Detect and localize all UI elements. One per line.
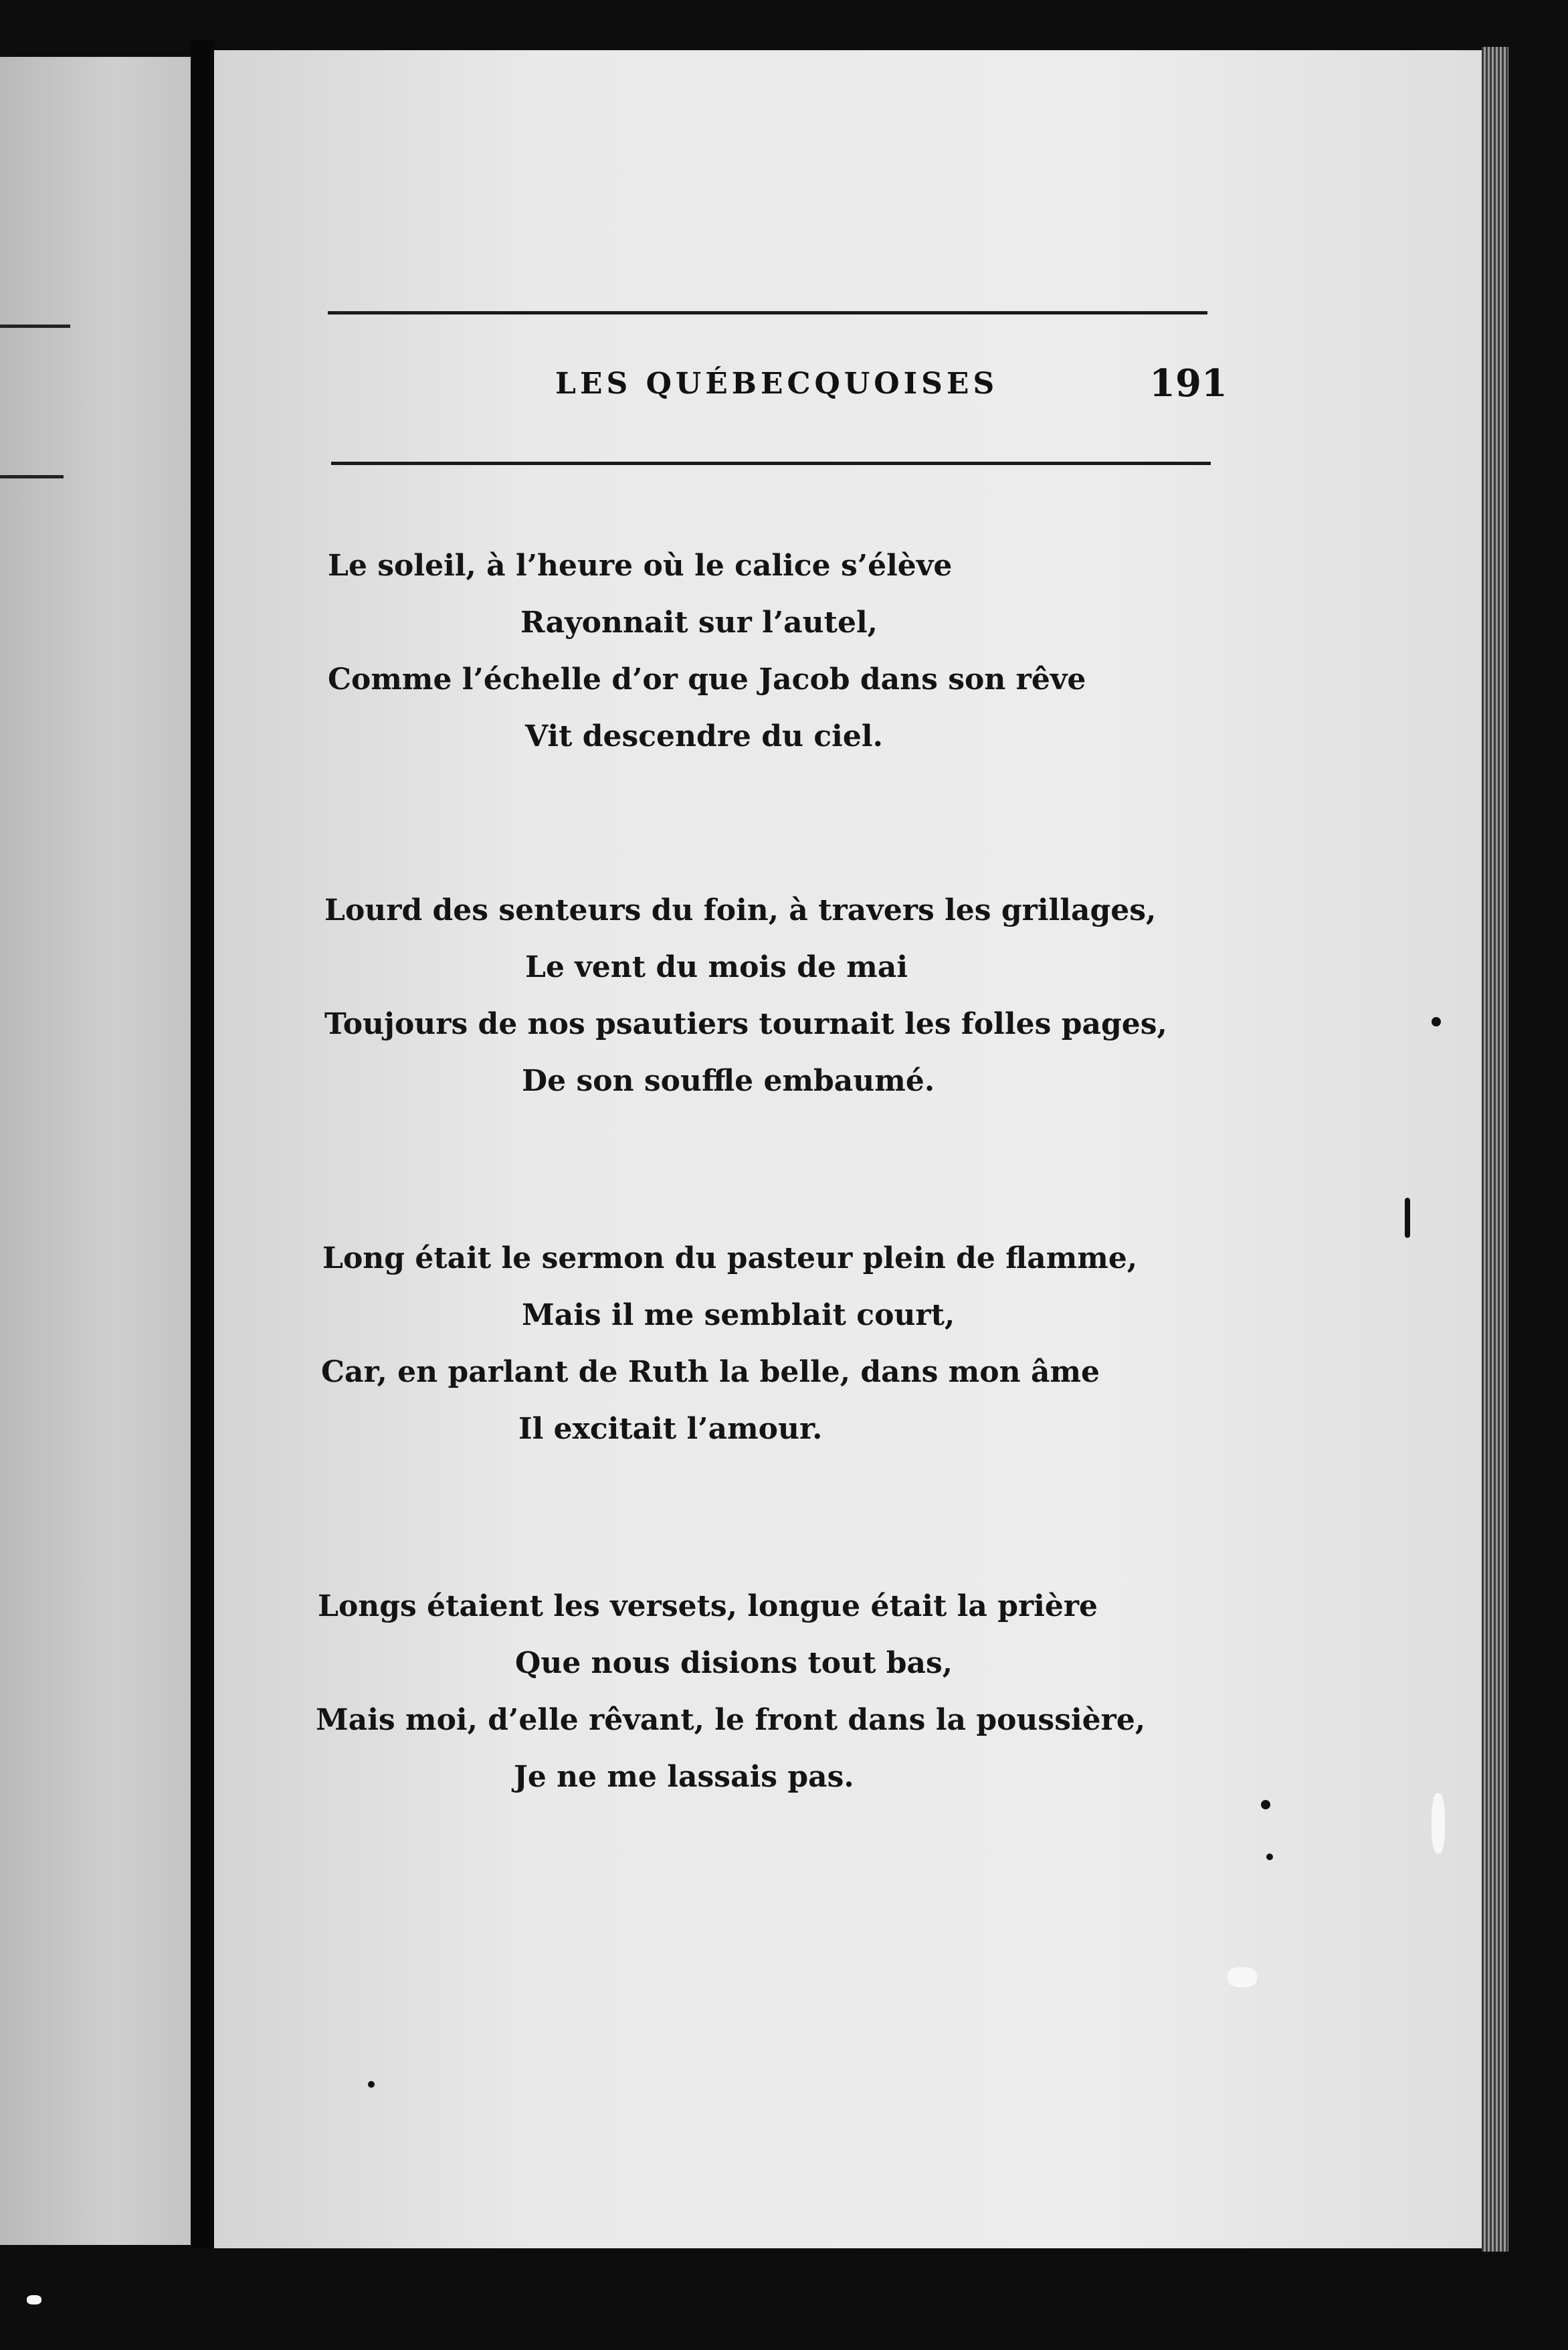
scan-speck (1266, 1854, 1273, 1860)
verse-line: Il excitait l’amour. (518, 1412, 823, 1446)
verse-line: Long était le sermon du pasteur plein de flamme, (322, 1241, 1138, 1275)
verse-line: Je ne me lassais pas. (514, 1760, 854, 1794)
verse-line: Mais moi, d’elle rêvant, le front dans la poussière, (316, 1703, 1146, 1737)
verse-line: Lourd des senteurs du foin, à travers les grillages, (324, 893, 1157, 927)
scan-speck (368, 2081, 375, 2088)
running-title: LES QUÉBECQUOISES (555, 367, 999, 401)
verse-line: Longs étaient les versets, longue était la prière (318, 1589, 1098, 1623)
verse-line: Que nous disions tout bas, (515, 1646, 953, 1680)
scan-speck (1261, 1800, 1270, 1809)
page-number: 191 (1149, 361, 1228, 405)
verse-line: Rayonnait sur l’autel, (520, 606, 878, 640)
scan-speck (27, 2295, 41, 2304)
verse-line: Mais il me semblait court, (522, 1298, 955, 1332)
verse-line: Le soleil, à l’heure où le calice s’élève (328, 549, 953, 583)
scan-speck (1405, 1198, 1410, 1238)
scan-speck (1432, 1793, 1445, 1854)
scan-speck (1228, 1967, 1257, 1987)
verse-line: Comme l’échelle d’or que Jacob dans son rêve (328, 662, 1086, 697)
verse-line: Le vent du mois de mai (525, 950, 908, 984)
verse-line: De son souffle embaumé. (522, 1064, 935, 1098)
verse-line: Car, en parlant de Ruth la belle, dans mon âme (321, 1355, 1100, 1389)
verse-line: Toujours de nos psautiers tournait les folles pages, (324, 1007, 1167, 1041)
verse-line: Vit descendre du ciel. (525, 719, 883, 753)
scan-speck (1432, 1017, 1441, 1026)
